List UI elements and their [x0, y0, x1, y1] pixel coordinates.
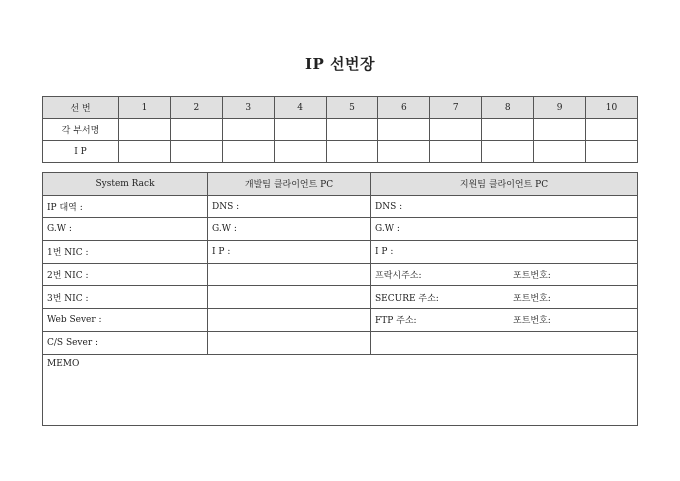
- number-cell: 2: [170, 97, 222, 119]
- number-cell: 6: [378, 97, 430, 119]
- table-row: [43, 195, 638, 218]
- department-field[interactable]: [430, 119, 482, 141]
- support-ip-field[interactable]: I P :: [371, 241, 638, 264]
- page-title: IP 선번장: [305, 55, 375, 73]
- number-cell: 3: [222, 97, 274, 119]
- dev-dns-field[interactable]: DNS :: [208, 195, 371, 218]
- department-field[interactable]: [274, 119, 326, 141]
- cs-server-field[interactable]: C/S Sever :: [43, 331, 208, 354]
- number-cell: 5: [326, 97, 378, 119]
- department-field[interactable]: [326, 119, 378, 141]
- number-cell: 10: [586, 97, 638, 119]
- dev-gateway-field[interactable]: G.W :: [208, 218, 371, 241]
- system-rack-header: System Rack: [43, 173, 208, 196]
- support-dns-field[interactable]: DNS :: [371, 195, 638, 218]
- ip-field[interactable]: [222, 141, 274, 163]
- proxy-port-label: 포트번호:: [513, 271, 551, 282]
- secure-label: SECURE 주소:: [375, 293, 439, 304]
- ip-field[interactable]: [170, 141, 222, 163]
- ip-number-table: [42, 96, 638, 163]
- memo-field[interactable]: MEMO: [43, 354, 638, 425]
- nic3-field[interactable]: 3번 NIC :: [43, 286, 208, 309]
- table-row: [43, 286, 638, 309]
- proxy-label: 프락시주소:: [375, 271, 422, 282]
- ip-field[interactable]: [274, 141, 326, 163]
- department-field[interactable]: [482, 119, 534, 141]
- ip-label: I P: [43, 141, 119, 163]
- dev-ip-field[interactable]: I P :: [208, 241, 371, 264]
- support-gateway-field[interactable]: G.W :: [371, 218, 638, 241]
- header-label: 선 번: [43, 97, 119, 119]
- gateway-field[interactable]: G.W :: [43, 218, 208, 241]
- empty-cell: [208, 263, 371, 286]
- dev-team-header: 개발팀 클라이언트 PC: [208, 173, 371, 196]
- ip-field[interactable]: [586, 141, 638, 163]
- department-label: 각 부서명: [43, 119, 119, 141]
- web-server-field[interactable]: Web Sever :: [43, 309, 208, 332]
- department-field[interactable]: [586, 119, 638, 141]
- number-cell: 8: [482, 97, 534, 119]
- ftp-field[interactable]: [371, 309, 638, 332]
- support-team-header: 지원팀 클라이언트 PC: [371, 173, 638, 196]
- ip-field[interactable]: [326, 141, 378, 163]
- ip-field[interactable]: [534, 141, 586, 163]
- empty-cell: [371, 331, 638, 354]
- secure-port-label: 포트번호:: [513, 293, 551, 304]
- number-cell: 9: [534, 97, 586, 119]
- ip-field[interactable]: [378, 141, 430, 163]
- empty-cell: [208, 309, 371, 332]
- department-field[interactable]: [119, 119, 171, 141]
- table-row: [43, 263, 638, 286]
- proxy-field[interactable]: [371, 263, 638, 286]
- network-info-table: [42, 172, 638, 426]
- table-row: [43, 309, 638, 332]
- number-cell: 1: [119, 97, 171, 119]
- department-field[interactable]: [534, 119, 586, 141]
- number-header-row: [43, 97, 638, 119]
- secure-field[interactable]: [371, 286, 638, 309]
- nic2-field[interactable]: 2번 NIC :: [43, 263, 208, 286]
- ip-field[interactable]: [482, 141, 534, 163]
- number-cell: 7: [430, 97, 482, 119]
- ip-field[interactable]: [119, 141, 171, 163]
- network-header-row: [43, 173, 638, 196]
- ftp-port-label: 포트번호:: [513, 316, 551, 327]
- table-row: [43, 331, 638, 354]
- department-field[interactable]: [170, 119, 222, 141]
- ip-field[interactable]: [430, 141, 482, 163]
- ip-row: [43, 141, 638, 163]
- department-row: [43, 119, 638, 141]
- number-cell: 4: [274, 97, 326, 119]
- ftp-label: FTP 주소:: [375, 316, 417, 327]
- department-field[interactable]: [222, 119, 274, 141]
- nic1-field[interactable]: 1번 NIC :: [43, 241, 208, 264]
- empty-cell: [208, 286, 371, 309]
- empty-cell: [208, 331, 371, 354]
- department-field[interactable]: [378, 119, 430, 141]
- table-row: [43, 241, 638, 264]
- ip-range-field[interactable]: IP 대역 :: [43, 195, 208, 218]
- table-row: [43, 218, 638, 241]
- memo-row: [43, 354, 638, 425]
